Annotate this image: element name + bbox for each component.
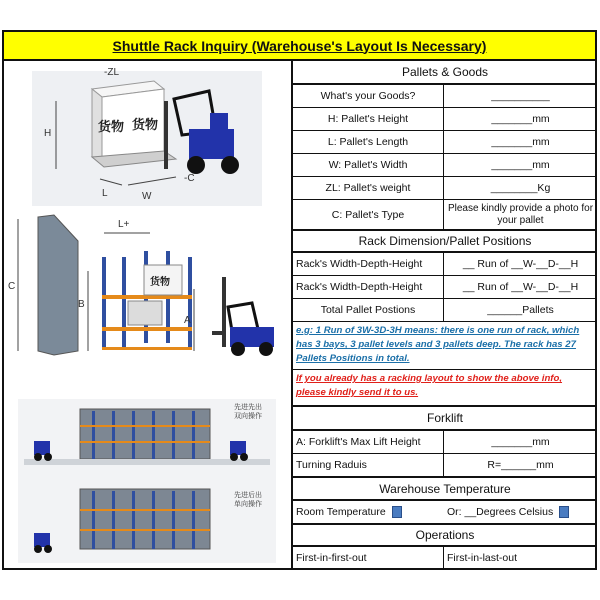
degrees-checkbox[interactable] (559, 506, 569, 518)
row-total-positions: Total Pallet Postions ______Pallets (293, 299, 597, 322)
degrees-label: Or: __Degrees Celsius (447, 506, 554, 518)
rack-dims-field-2[interactable]: __ Run of __W-__D-__H (462, 281, 579, 293)
fifo-note: 先进先出双向操作 (234, 403, 262, 420)
label-c: -C (184, 173, 195, 184)
label-lplus: L+ (118, 219, 130, 230)
temperature-header: Warehouse Temperature (293, 477, 597, 501)
goods-field[interactable]: __________ (491, 90, 550, 102)
label-h: H (44, 128, 52, 139)
pallet-type-field[interactable]: Please kindly provide a photo for your pallet (447, 202, 594, 226)
row-rack-dims-1: Rack's Width-Depth-Height __ Run of __W-__D-__H (293, 253, 597, 276)
rack-goods-label: 货物 (150, 277, 170, 288)
goods-label-1: 货物 (98, 120, 125, 135)
room-temperature-checkbox[interactable] (392, 506, 402, 518)
row-lift-height: A: Forklift's Max Lift Height _______mm (293, 431, 597, 454)
label-l: L (102, 188, 108, 199)
row-pallet-type: C: Pallet's Type Please kindly provide a photo for your pallet (293, 200, 597, 230)
row-pallet-weight: ZL: Pallet's weight ________Kg (293, 177, 597, 200)
label-rack-b: B (78, 299, 85, 310)
filo-note: 先进后出单向操作 (234, 491, 262, 508)
title-bar (2, 30, 597, 61)
inquiry-table (291, 61, 597, 568)
row-layout-note (293, 370, 597, 406)
room-temperature-label: Room Temperature (296, 506, 386, 518)
row-pallet-width: W: Pallet's Width _______mm (293, 154, 597, 177)
total-positions-field[interactable]: ______Pallets (487, 304, 554, 316)
row-operations (293, 547, 597, 568)
example-note: e.g: 1 Run of 3W-3D-3H means: there is one run of rack, which has 3 bays, 3 pallet levels and 3 pallets deep. The rack has 27 Pallets Positions in total. (296, 325, 580, 364)
label-zl: -ZL (104, 67, 119, 78)
filo-option[interactable]: First-in-last-out (447, 551, 518, 564)
rack-dims-field-1[interactable]: __ Run of __W-__D-__H (462, 258, 579, 270)
pallet-forklift-illustration (4, 61, 291, 211)
label-rack-c: C (8, 281, 16, 292)
row-pallet-height: H: Pallet's Height _______mm (293, 108, 597, 131)
label-w: W (142, 191, 152, 202)
warehouse-layout-illustration (4, 397, 291, 567)
row-temperature (293, 501, 597, 524)
pallet-weight-field[interactable]: ________Kg (490, 182, 551, 194)
row-goods: What's your Goods? __________ (293, 85, 597, 108)
pallet-height-field[interactable]: _______mm (491, 113, 550, 125)
row-pallet-length: L: Pallet's Length _______mm (293, 131, 597, 154)
turning-radius-field[interactable]: R=______mm (487, 459, 554, 471)
pallet-length-field[interactable]: _______mm (491, 136, 550, 148)
label-rack-a: A (184, 315, 191, 326)
goods-label-2: 货物 (132, 118, 159, 133)
pallets-header: Pallets & Goods (293, 61, 597, 85)
rack-header: Rack Dimension/Pallet Positions (293, 230, 597, 253)
forklift-header: Forklift (293, 406, 597, 431)
layout-note: If you already has a racking layout to show the above info, please kindly send it to us. (296, 373, 563, 398)
row-turning-radius: Turning Raduis R=______mm (293, 454, 597, 477)
row-rack-dims-2: Rack's Width-Depth-Height __ Run of __W-__D-__H (293, 276, 597, 299)
page-title: Shuttle Rack Inquiry (Warehouse's Layout Is Necessary) (112, 37, 487, 54)
operations-header: Operations (293, 524, 597, 547)
rack-illustration (4, 211, 291, 361)
pallet-width-field[interactable]: _______mm (491, 159, 550, 171)
illustrations-panel (4, 61, 291, 568)
row-example-note (293, 322, 597, 370)
lift-height-field[interactable]: _______mm (491, 436, 550, 448)
fifo-option[interactable]: First-in-first-out (293, 547, 444, 568)
